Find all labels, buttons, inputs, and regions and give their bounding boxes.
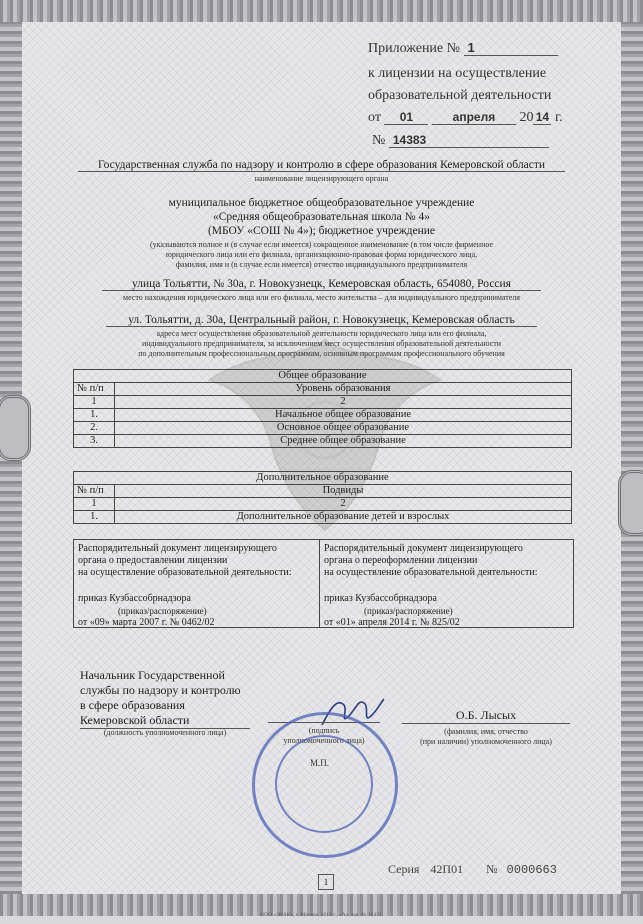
reissue-order-line1: Распорядительный документ лицензирующего bbox=[324, 543, 523, 554]
additional-col-number: № п/п bbox=[74, 485, 115, 498]
general-num-row-2: 2 bbox=[115, 396, 572, 409]
org-caption2: юридического лица или его филиала, организационно-правовая форма юридического лица, bbox=[165, 250, 478, 259]
license-number: 14383 bbox=[389, 133, 549, 148]
org-line1: муниципальное бюджетное общеобразовательное учреждение bbox=[168, 197, 475, 209]
reissue-order-issuer: приказ Кузбассобрнадзора bbox=[324, 593, 437, 604]
sign-caption1: (подпись bbox=[308, 726, 340, 735]
authority-name: Государственная служба по надзору и контролю в сфере образования Кемеровской области bbox=[78, 159, 565, 172]
appendix-label: Приложение № bbox=[368, 41, 460, 56]
additional-num-row-2: 2 bbox=[115, 498, 572, 511]
signer-caption2: (при наличии) уполномоченного лица) bbox=[420, 737, 552, 746]
grant-order bbox=[74, 540, 319, 627]
row-level: Среднее общее образование bbox=[115, 435, 572, 448]
activity-caption2: индивидуального предпринимателя, за исключением мест осуществления образовательной деятельности bbox=[141, 339, 502, 348]
signer-position bbox=[80, 668, 250, 729]
grant-order-date: от «09» марта 2007 г. № 0462/02 bbox=[78, 617, 215, 628]
sign-caption2: уполномоченного лица) bbox=[283, 736, 365, 745]
grant-order-line1: Распорядительный документ лицензирующего bbox=[78, 543, 277, 554]
activity-caption3: по дополнительным профессиональным программам, основным программам профессионального обучения bbox=[138, 349, 505, 358]
additional-num-row-1: 1 bbox=[74, 498, 115, 511]
from-label: от bbox=[368, 110, 381, 125]
signer-name: О.Б. Лысых bbox=[402, 708, 570, 724]
general-education-title: Общее образование bbox=[74, 370, 572, 383]
row-number: 1. bbox=[74, 409, 115, 422]
blank-number: 0000663 bbox=[506, 863, 557, 877]
authority-caption: наименование лицензирующего органа bbox=[254, 174, 389, 183]
org-line3: (МБОУ «СОШ № 4»); бюджетное учреждение bbox=[207, 225, 436, 237]
page-mark: 1 bbox=[318, 874, 334, 890]
series-label: Серия bbox=[388, 862, 420, 876]
reissue-order-date: от «01» апреля 2014 г. № 825/02 bbox=[324, 617, 460, 628]
reissue-order bbox=[320, 540, 573, 627]
org-caption3: фамилия, имя и (в случае если имеется) отчество индивидуального предпринимателя bbox=[175, 260, 468, 269]
blank-number-label: № bbox=[486, 862, 498, 876]
additional-education-title: Дополнительное образование bbox=[74, 472, 572, 485]
ornamental-border-right bbox=[621, 22, 643, 894]
row-level: Начальное общее образование bbox=[115, 409, 572, 422]
year-prefix: 20 bbox=[519, 110, 534, 125]
table-row bbox=[74, 409, 572, 422]
table-row bbox=[74, 435, 572, 448]
position-line4: Кемеровской области bbox=[80, 713, 250, 729]
general-col-number: № п/п bbox=[74, 383, 115, 396]
series-value: 42П01 bbox=[430, 862, 464, 876]
additional-education-table bbox=[73, 471, 572, 524]
issue-day: 01 bbox=[384, 110, 428, 125]
seal-label: М.П. bbox=[310, 758, 330, 768]
grant-order-line3: на осуществление образовательной деятельности: bbox=[78, 567, 292, 578]
reissue-order-kind: (приказ/распоряжение) bbox=[364, 606, 453, 616]
legal-address: улица Тольятти, № 30а, г. Новокузнецк, Кемеровская область, 654080, Россия bbox=[102, 278, 541, 291]
issue-month: апреля bbox=[432, 110, 516, 125]
org-line2: «Средняя общеобразовательная школа № 4» bbox=[213, 211, 430, 223]
border-knot-left bbox=[0, 395, 31, 461]
license-number-label: № bbox=[372, 133, 386, 148]
position-line3: в сфере образования bbox=[80, 698, 185, 712]
row-number: 1. bbox=[74, 511, 115, 524]
grant-order-line2: органа о предоставлении лицензии bbox=[78, 555, 228, 566]
reissue-order-line3: на осуществление образовательной деятельности: bbox=[324, 567, 538, 578]
printer-imprint: ООО «ЗНАК», г. Москва, 2012 г., «А», зак. № 12431. bbox=[260, 912, 383, 918]
row-number: 2. bbox=[74, 422, 115, 435]
position-caption: (должность уполномоченного лица) bbox=[103, 728, 227, 737]
signer-caption1: (фамилия, имя, отчество bbox=[444, 727, 528, 736]
position-line2: службы по надзору и контролю bbox=[80, 683, 241, 697]
general-education-table bbox=[73, 369, 572, 448]
table-row bbox=[74, 422, 572, 435]
row-level: Основное общее образование bbox=[115, 422, 572, 435]
general-num-row-1: 1 bbox=[74, 396, 115, 409]
row-number: 3. bbox=[74, 435, 115, 448]
official-seal-icon bbox=[252, 712, 398, 858]
ornamental-border-top bbox=[0, 0, 643, 22]
general-col-level: Уровень образования bbox=[115, 383, 572, 396]
reissue-order-line2: органа о переоформлении лицензии bbox=[324, 555, 478, 566]
border-knot-right bbox=[618, 470, 643, 536]
table-row bbox=[74, 511, 572, 524]
appendix-number: 1 bbox=[464, 40, 558, 56]
additional-col-subtype: Подвиды bbox=[115, 485, 572, 498]
grant-order-issuer: приказ Кузбассобрнадзора bbox=[78, 593, 191, 604]
year-suffix: 14 bbox=[533, 110, 551, 125]
row-subtype: Дополнительное образование детей и взрослых bbox=[115, 511, 572, 524]
activity-caption1: адреса мест осуществления образовательной деятельности юридического лица или его филиала, bbox=[156, 329, 487, 338]
year-suffix-label: г. bbox=[554, 110, 563, 125]
activity-address: ул. Тольятти, д. 30а, Центральный район, г. Новокузнецк, Кемеровская область bbox=[106, 314, 537, 327]
appendix-line3: образовательной деятельности bbox=[368, 88, 552, 103]
appendix-line2: к лицензии на осуществление bbox=[368, 66, 547, 81]
order-documents-box bbox=[73, 539, 574, 628]
org-caption1: (указываются полное и (в случае если имеется) сокращенное наименование (в том числе фирменное bbox=[150, 240, 493, 249]
legal-address-caption: место нахождения юридического лица или его филиала, место жительства – для индивидуального предпринимателя bbox=[123, 293, 520, 302]
position-line1: Начальник Государственной bbox=[80, 668, 225, 682]
grant-order-kind: (приказ/распоряжение) bbox=[118, 606, 207, 616]
